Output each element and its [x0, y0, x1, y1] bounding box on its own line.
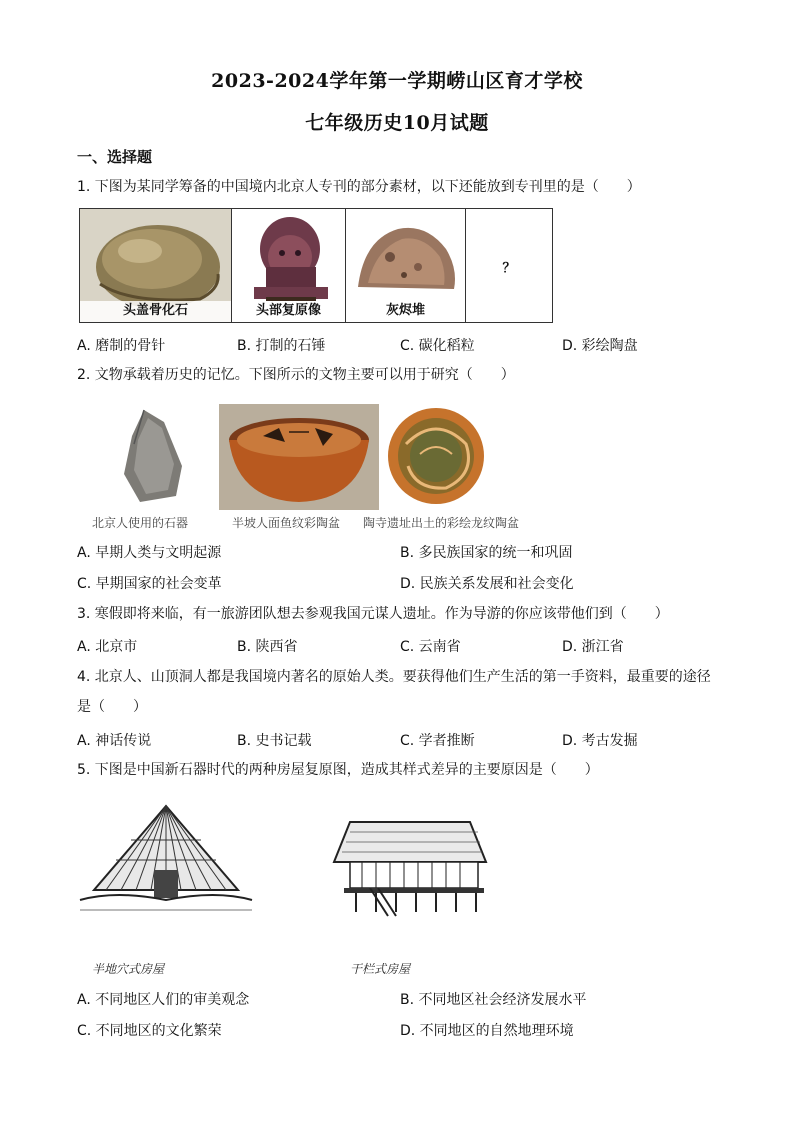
q2-caption-fish-bowl: 半坡人面鱼纹彩陶盆 [232, 516, 341, 530]
q1-option-d[interactable]: D. 彩绘陶盘 [562, 338, 638, 354]
q5-caption-stilt-house: 干栏式房屋 [350, 962, 411, 976]
q2-option-a[interactable]: A. 早期人类与文明起源 [77, 545, 222, 561]
q2-option-c[interactable]: C. 早期国家的社会变革 [77, 576, 222, 592]
q1-question-mark: ？ [502, 261, 516, 276]
q4-option-a[interactable]: A. 神话传说 [77, 733, 152, 749]
semi-subterranean-house-image [76, 800, 256, 930]
page-title-line1: 2023-2024学年第一学期崂山区育才学校 [211, 70, 583, 92]
q1-option-b[interactable]: B. 打制的石锤 [237, 338, 326, 354]
q3-option-d[interactable]: D. 浙江省 [562, 639, 624, 655]
question-3-stem: 3. 寒假即将来临，有一旅游团队想去参观我国元谋人遗址。作为导游的你应该带他们到（ ） [77, 606, 669, 622]
page-title-line2: 七年级历史10月试题 [305, 112, 489, 134]
q5-option-c[interactable]: C. 不同地区的文化繁荣 [77, 1023, 222, 1039]
q4-option-d[interactable]: D. 考古发掘 [562, 733, 638, 749]
q3-option-a[interactable]: A. 北京市 [77, 639, 138, 655]
q1-option-a[interactable]: A. 磨制的骨针 [77, 338, 166, 354]
stone-tool-image [110, 404, 196, 510]
q1-label-skull: 头盖骨化石 [122, 303, 188, 318]
q1-unknown-cell [466, 209, 552, 322]
q1-label-ash: 灰烬堆 [385, 303, 425, 318]
q4-option-c[interactable]: C. 学者推断 [400, 733, 475, 749]
q1-bust-cell [232, 209, 346, 322]
q1-label-bust: 头部复原像 [255, 303, 321, 318]
q3-option-c[interactable]: C. 云南省 [400, 639, 461, 655]
q5-caption-semi-subterranean: 半地穴式房屋 [92, 962, 165, 976]
q3-option-b[interactable]: B. 陕西省 [237, 639, 298, 655]
q1-option-c[interactable]: C. 碳化稻粒 [400, 338, 475, 354]
q2-caption-dragon-basin: 陶寺遗址出土的彩绘龙纹陶盆 [363, 516, 520, 530]
q5-option-d[interactable]: D. 不同地区的自然地理环境 [400, 1023, 574, 1039]
q2-option-d[interactable]: D. 民族关系发展和社会变化 [400, 576, 574, 592]
section-heading: 一、选择题 [77, 148, 153, 166]
q5-option-a[interactable]: A. 不同地区人们的审美观念 [77, 992, 250, 1008]
question-2-stem: 2. 文物承载着历史的记忆。下图所示的文物主要可以用于研究（ ） [77, 367, 515, 383]
question-5-stem: 5. 下图是中国新石器时代的两种房屋复原图，造成其样式差异的主要原因是（ ） [77, 762, 599, 778]
dragon-pattern-basin-image [386, 404, 486, 510]
q1-ash-cell [346, 209, 466, 322]
question-4-stem-line2: 是（ ） [77, 699, 147, 715]
fish-pattern-bowl-image [219, 404, 379, 510]
q1-skull-cell [80, 209, 232, 322]
question-4-stem-line1: 4. 北京人、山顶洞人都是我国境内著名的原始人类。要获得他们生产生活的第一手资料，最重要的途径 [77, 669, 711, 685]
q4-option-b[interactable]: B. 史书记载 [237, 733, 312, 749]
question-1-stem: 1. 下图为某同学筹备的中国境内北京人专刊的部分素材，以下还能放到专刊里的是（ ） [77, 179, 641, 195]
q1-image-table [79, 208, 553, 323]
q2-caption-stone-tool: 北京人使用的石器 [92, 516, 189, 530]
q2-option-b[interactable]: B. 多民族国家的统一和巩固 [400, 545, 573, 561]
q5-option-b[interactable]: B. 不同地区社会经济发展水平 [400, 992, 587, 1008]
stilt-house-image [330, 812, 490, 922]
